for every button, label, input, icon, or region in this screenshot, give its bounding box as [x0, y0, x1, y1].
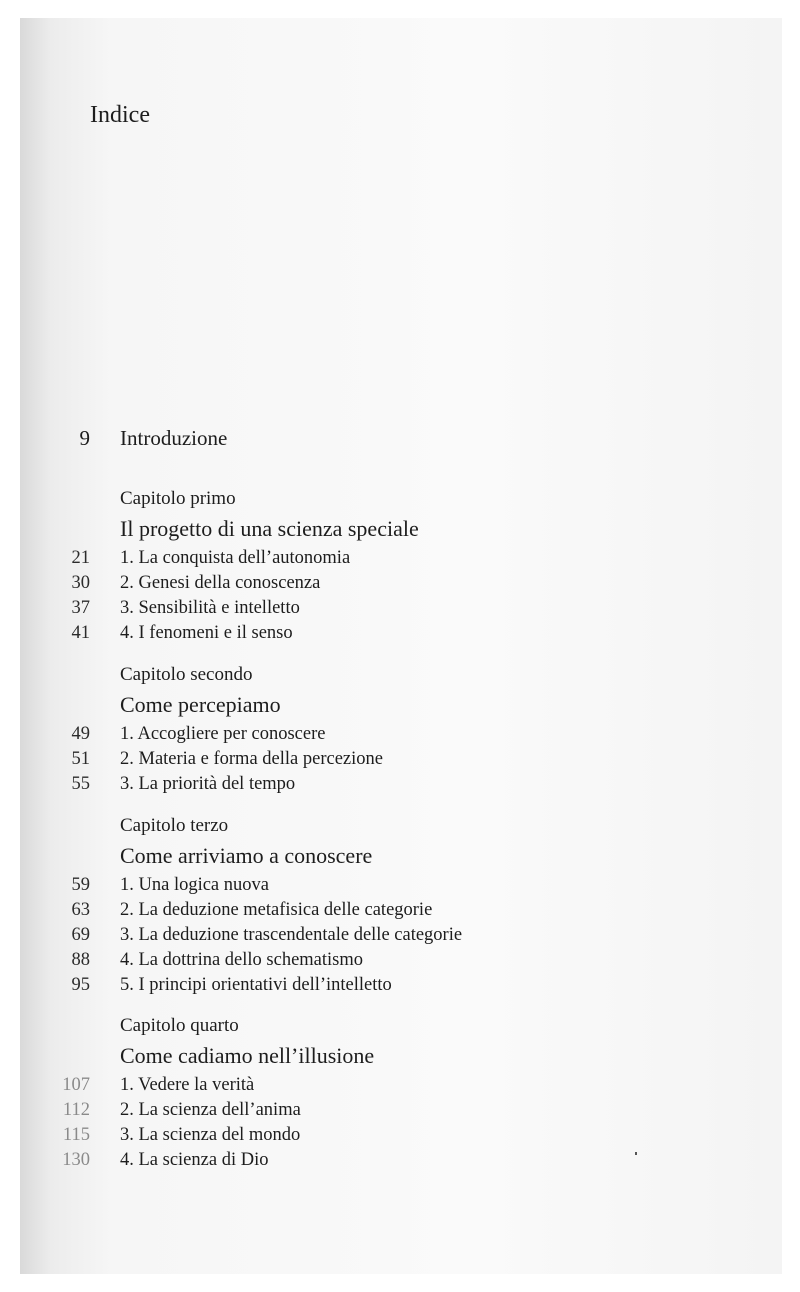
toc-entry-introduction	[20, 426, 720, 456]
chapter-label: Capitolo primo	[120, 488, 236, 509]
toc-section	[20, 900, 720, 924]
chapter-title: Il progetto di una scienza speciale	[120, 516, 419, 541]
section-title: 2. Genesi della conoscenza	[120, 573, 321, 593]
section-title: 3. La deduzione trascendentale delle categorie	[120, 925, 463, 945]
page-number: 55	[71, 774, 90, 794]
toc-section	[20, 875, 720, 899]
chapter-label: Capitolo secondo	[120, 664, 253, 685]
page-number: 115	[62, 1125, 90, 1145]
page-number: 21	[71, 548, 90, 568]
page-number: 88	[71, 950, 90, 970]
page-number: 95	[71, 975, 90, 995]
ink-speck	[635, 1152, 637, 1155]
section-title: 3. La scienza del mondo	[120, 1125, 301, 1145]
chapter-label: Capitolo terzo	[120, 815, 229, 836]
index-heading: Indice	[90, 102, 150, 128]
toc-section	[20, 1100, 720, 1124]
toc-section	[20, 724, 720, 748]
page-number: 112	[62, 1100, 90, 1120]
section-title: 3. La priorità del tempo	[120, 774, 296, 794]
page-number: 69	[71, 925, 90, 945]
toc-section	[20, 1075, 720, 1099]
toc-section	[20, 573, 720, 597]
chapter-title: Come cadiamo nell’illusione	[120, 1043, 375, 1068]
toc-section	[20, 598, 720, 622]
book-page	[20, 18, 782, 1274]
page-number: 41	[71, 623, 90, 643]
toc-section	[20, 925, 720, 949]
toc-section	[20, 623, 720, 647]
page-number: 49	[71, 724, 90, 744]
section-title: 2. Materia e forma della percezione	[120, 749, 383, 769]
toc-section	[20, 950, 720, 974]
page-number: 59	[71, 875, 90, 895]
toc-section	[20, 749, 720, 773]
section-title: 4. La dottrina dello schematismo	[120, 950, 364, 970]
section-title: 3. Sensibilità e intelletto	[120, 598, 300, 618]
chapter-title: Come arriviamo a conoscere	[120, 843, 373, 868]
chapter-title: Come percepiamo	[120, 692, 281, 717]
page-number: 107	[62, 1075, 90, 1095]
section-title: 2. La deduzione metafisica delle categorie	[120, 900, 433, 920]
toc-section	[20, 774, 720, 798]
page-number: 9	[79, 426, 90, 450]
section-title: 1. La conquista dell’autonomia	[120, 548, 351, 568]
section-title: 1. Una logica nuova	[120, 875, 269, 895]
section-title: 2. La scienza dell’anima	[120, 1100, 301, 1120]
page-number: 51	[71, 749, 90, 769]
section-title: 1. Accogliere per conoscere	[120, 724, 326, 744]
toc-section	[20, 548, 720, 572]
chapter-label: Capitolo quarto	[120, 1015, 239, 1036]
toc-section	[20, 975, 720, 999]
section-title: 5. I principi orientativi dell’intelletto	[120, 975, 392, 995]
section-title: 4. La scienza di Dio	[120, 1150, 269, 1170]
toc-section	[20, 1125, 720, 1149]
entry-title: Introduzione	[120, 426, 228, 450]
page-number: 30	[71, 573, 90, 593]
page-number: 37	[71, 598, 90, 618]
section-title: 1. Vedere la verità	[120, 1075, 255, 1095]
toc-section	[20, 1150, 720, 1174]
page-number: 130	[62, 1150, 90, 1170]
section-title: 4. I fenomeni e il senso	[120, 623, 293, 643]
page-number: 63	[71, 900, 90, 920]
